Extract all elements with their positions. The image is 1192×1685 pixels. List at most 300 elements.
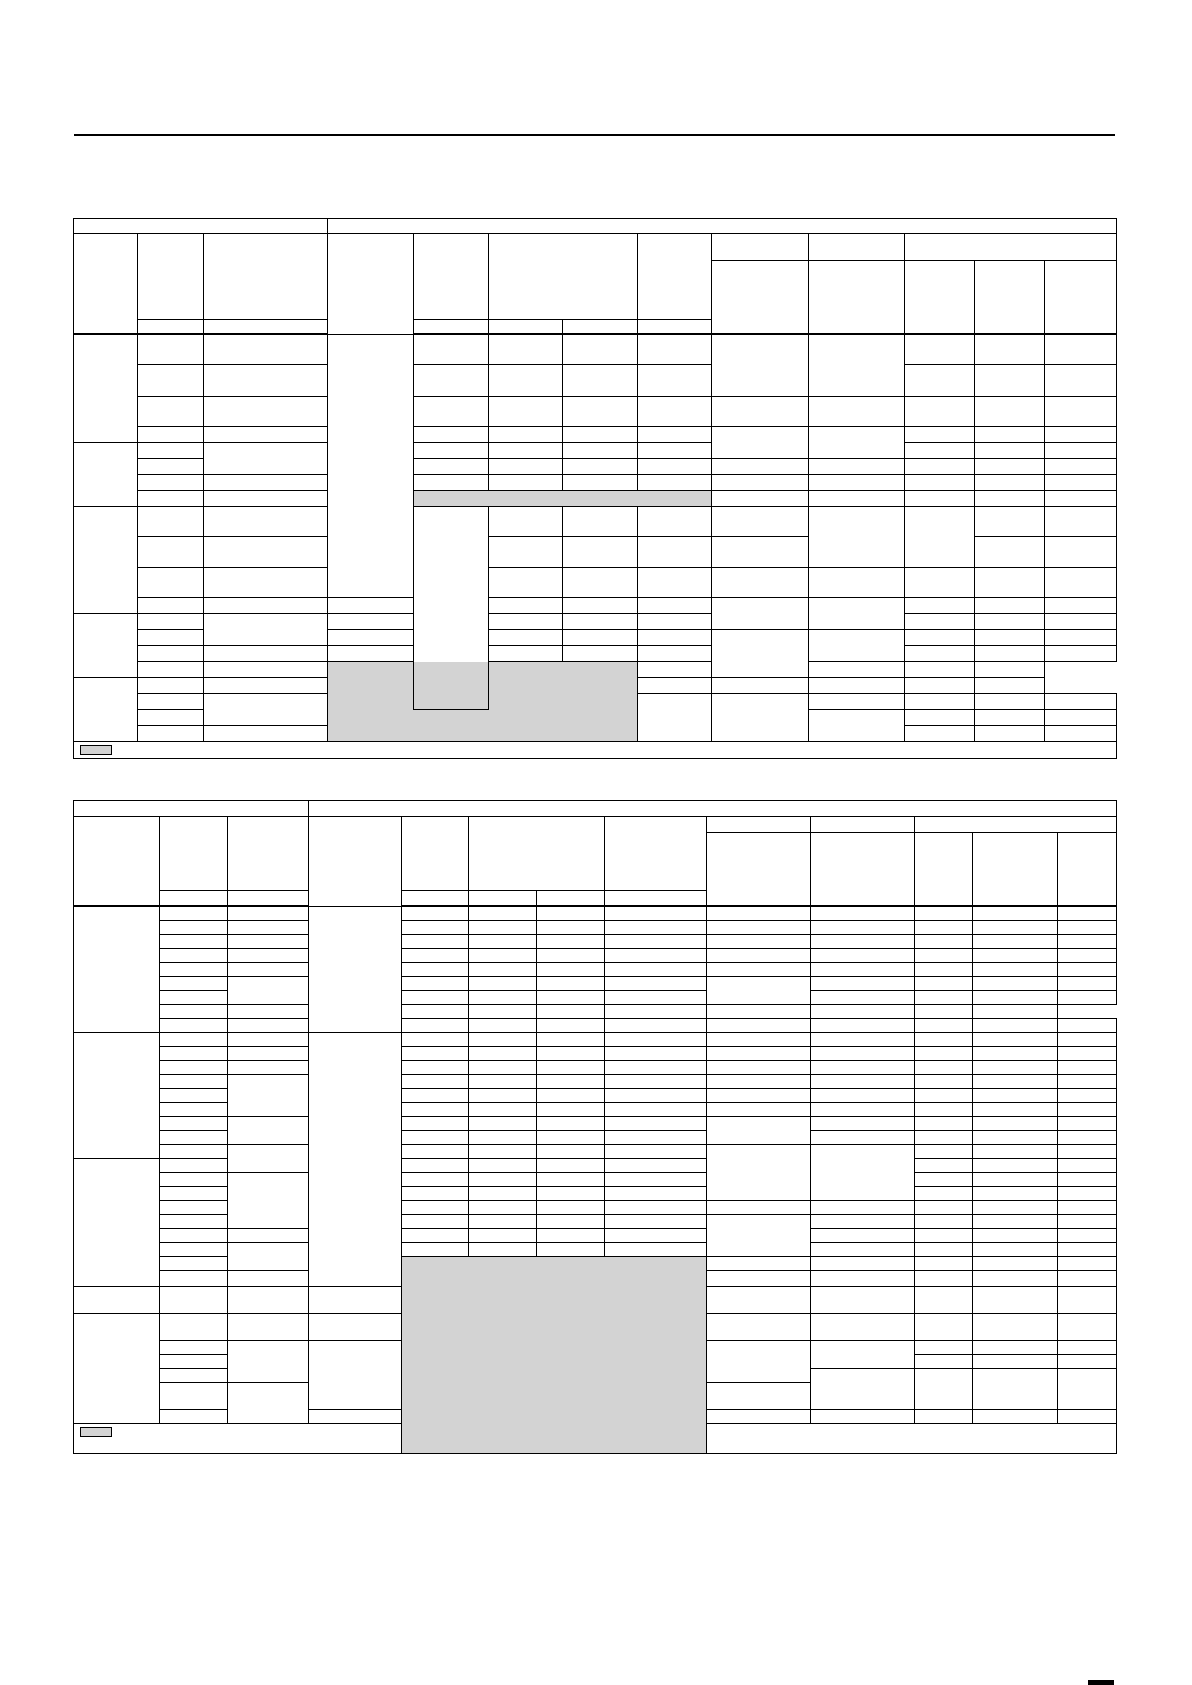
table-cell: [638, 507, 712, 537]
table-row: [74, 507, 1117, 537]
table-cell: [138, 726, 204, 742]
table-cell: [402, 1117, 469, 1131]
table-cell: [1045, 646, 1117, 662]
table-cell: [605, 977, 707, 991]
table-cell: [228, 1145, 309, 1173]
table-cell: [915, 991, 973, 1005]
table-row: [74, 907, 1117, 921]
table-cell: [973, 1215, 1058, 1229]
table-cell: [973, 1314, 1058, 1341]
table-cell: [537, 1243, 605, 1257]
table-cell: [138, 507, 204, 537]
table-cell: [811, 921, 915, 935]
table-cell: [915, 817, 1117, 833]
table-cell: [537, 1229, 605, 1243]
table-cell: [402, 1243, 469, 1257]
table-cell: [973, 921, 1058, 935]
table-cell: [469, 921, 537, 935]
table-cell: [138, 630, 204, 646]
table-cell: [811, 1369, 915, 1410]
table-cell: [809, 261, 905, 334]
table-cell: [204, 491, 328, 507]
table-cell: [563, 537, 638, 568]
table-cell: [915, 1410, 973, 1424]
table-cell: [638, 427, 712, 443]
table-cell: [975, 475, 1045, 491]
table-cell: [811, 1103, 915, 1117]
table-cell: [228, 1173, 309, 1229]
table-cell: [973, 1271, 1058, 1287]
table-cell: [1045, 694, 1117, 710]
table-cell: [915, 1369, 973, 1410]
table-cell: [537, 1075, 605, 1089]
table-cell: [905, 694, 975, 710]
table-cell: [905, 491, 975, 507]
table-cell: [402, 1033, 469, 1047]
table-cell: [138, 443, 204, 459]
table-cell: [469, 1117, 537, 1131]
table-cell: [160, 1229, 228, 1243]
table-cell: [469, 1173, 537, 1187]
table-cell: [811, 1047, 915, 1061]
table-cell: [1045, 491, 1117, 507]
table-cell: [414, 475, 489, 491]
table-cell: [811, 949, 915, 963]
table-row: [74, 1243, 1117, 1257]
table-cell: [414, 459, 489, 475]
table-cell: [905, 443, 975, 459]
table-cell: [228, 1075, 309, 1117]
table-cell: [414, 397, 489, 427]
table-cell: [160, 891, 228, 906]
table-cell: [707, 1201, 811, 1215]
table-cell: [138, 320, 204, 334]
table-cell: [973, 1005, 1058, 1019]
table-cell: [204, 365, 328, 397]
table-cell: [712, 335, 809, 397]
table-cell: [489, 507, 563, 537]
table-cell: [160, 1257, 228, 1271]
table-cell: [160, 1341, 228, 1355]
table-cell: [537, 1061, 605, 1075]
table-cell: [204, 568, 328, 598]
table-cell: [707, 963, 811, 977]
table-cell: [160, 1005, 228, 1019]
table-cell: [469, 1103, 537, 1117]
table-cell: [489, 568, 563, 598]
table-row: [74, 1173, 1117, 1187]
table-cell: [1045, 614, 1117, 630]
table-cell: [138, 646, 204, 662]
table-cell: [811, 1145, 915, 1201]
table-row: [74, 935, 1117, 949]
table-cell: [915, 963, 973, 977]
table-cell: [1058, 1145, 1117, 1159]
table-cell: [973, 1341, 1058, 1355]
table-cell: [402, 1159, 469, 1173]
table-cell: [605, 1033, 707, 1047]
table-cell: [489, 537, 563, 568]
table-cell: [1058, 1047, 1117, 1061]
table-cell: [469, 1075, 537, 1089]
table-cell: [1045, 537, 1117, 568]
table-cell: [160, 907, 228, 921]
table-cell: [915, 1089, 973, 1103]
table-cell: [905, 726, 975, 742]
table-cell: [402, 907, 469, 921]
table-cell: [309, 817, 402, 907]
table-cell: [1058, 1019, 1117, 1033]
table-cell: [915, 1287, 973, 1314]
table-cell: [160, 1187, 228, 1201]
table-cell: [204, 507, 328, 537]
table-cell: [402, 963, 469, 977]
table-cell: [809, 459, 905, 475]
table-cell: [975, 598, 1045, 614]
table-row: [74, 1117, 1117, 1131]
table-cell: [160, 1159, 228, 1173]
table-cell: [160, 1215, 228, 1229]
table-cell: [811, 1341, 915, 1369]
table-cell: [1058, 991, 1117, 1005]
table-cell: [712, 475, 809, 491]
table-cell: [1058, 1369, 1117, 1410]
table-cell: [402, 1075, 469, 1089]
table-row: [74, 397, 1117, 427]
table-cell: [469, 1089, 537, 1103]
table-cell: [402, 991, 469, 1005]
table-cell: [469, 1243, 537, 1257]
table-cell: [204, 427, 328, 443]
table-cell: [402, 935, 469, 949]
table-cell: [414, 320, 489, 334]
table-cell: [328, 219, 1117, 234]
table-cell: [1058, 1187, 1117, 1201]
table-cell: [809, 678, 905, 694]
table-cell: [228, 1033, 309, 1047]
table-cell: [138, 662, 204, 678]
table-cell: [973, 833, 1058, 906]
table-cell: [605, 1047, 707, 1061]
table-cell: [160, 921, 228, 935]
table-cell: [309, 1033, 402, 1287]
table-cell: [74, 443, 138, 507]
table-cell: [489, 646, 563, 662]
table-cell: [707, 1145, 811, 1201]
table-cell: [975, 459, 1045, 475]
table-cell: [160, 1047, 228, 1061]
table-cell: [905, 662, 975, 678]
table-cell: [638, 646, 712, 662]
table-cell: [915, 1131, 973, 1145]
table-cell: [469, 1229, 537, 1243]
table-cell: [811, 817, 915, 833]
table-cell: [1058, 1355, 1117, 1369]
table-cell: [489, 598, 563, 614]
table-cell: [469, 991, 537, 1005]
table-cell: [973, 907, 1058, 921]
table-cell: [973, 1047, 1058, 1061]
table-cell: [1058, 1061, 1117, 1075]
table-row: [74, 921, 1117, 935]
table-row: [74, 1061, 1117, 1075]
table-row: [74, 475, 1117, 491]
legend-note: [74, 1424, 1117, 1454]
table-row: [74, 1005, 1117, 1019]
table-cell: [228, 1271, 309, 1287]
table-cell: [975, 694, 1045, 710]
table-cell: [809, 710, 905, 742]
table-cell: [915, 1005, 973, 1019]
table-cell: [74, 335, 138, 443]
table-cell: [402, 1145, 469, 1159]
table-cell: [605, 891, 707, 906]
table-cell: [811, 977, 915, 991]
table-cell: [489, 630, 563, 646]
table-cell: [469, 1145, 537, 1159]
table-cell: [809, 568, 905, 598]
table-cell: [973, 935, 1058, 949]
table-cell: [905, 630, 975, 646]
table-cell: [469, 1131, 537, 1145]
table-cell: [905, 507, 975, 568]
table-cell: [638, 568, 712, 598]
table-cell: [811, 1271, 915, 1287]
table-cell: [905, 261, 975, 334]
table-cell: [204, 475, 328, 491]
shaded-cell: [328, 662, 638, 742]
table-cell: [469, 963, 537, 977]
table-cell: [605, 1215, 707, 1229]
table-cell: [915, 1355, 973, 1369]
table-cell: [973, 1355, 1058, 1369]
table-cell: [328, 335, 414, 598]
table-cell: [1058, 977, 1117, 991]
table-cell: [915, 1215, 973, 1229]
table-cell: [975, 397, 1045, 427]
table-cell: [537, 1103, 605, 1117]
table-cell: [228, 921, 309, 935]
table-cell: [605, 949, 707, 963]
table-cell: [915, 1341, 973, 1355]
table-cell: [1045, 710, 1117, 726]
table-cell: [1058, 949, 1117, 963]
table-cell: [605, 1103, 707, 1117]
table-cell: [160, 1075, 228, 1089]
table-cell: [1045, 630, 1117, 646]
table-cell: [973, 1145, 1058, 1159]
table-cell: [811, 1089, 915, 1103]
table-cell: [204, 335, 328, 365]
table-cell: [160, 977, 228, 991]
table-cell: [975, 630, 1045, 646]
table-cell: [973, 1243, 1058, 1257]
table-cell: [707, 1103, 811, 1117]
table-cell: [915, 1173, 973, 1187]
table-cell: [605, 1173, 707, 1187]
table-cell: [228, 1019, 309, 1033]
table-cell: [712, 694, 809, 742]
header-rule: [74, 134, 1115, 136]
table-cell: [809, 694, 905, 710]
table-cell: [605, 1075, 707, 1089]
table-cell: [469, 817, 605, 891]
table-cell: [138, 491, 204, 507]
table-cell: [605, 921, 707, 935]
table-cell: [811, 1005, 915, 1019]
table-cell: [973, 991, 1058, 1005]
table-cell: [638, 397, 712, 427]
table-cell: [811, 1314, 915, 1341]
table-cell: [809, 335, 905, 397]
table-cell: [638, 459, 712, 475]
table-cell: [563, 568, 638, 598]
table-cell: [160, 1145, 228, 1159]
table-cell: [1058, 1229, 1117, 1243]
table-cell: [973, 1201, 1058, 1215]
table-cell: [537, 1215, 605, 1229]
table-cell: [638, 678, 712, 694]
table-cell: [469, 1019, 537, 1033]
table-cell: [563, 646, 638, 662]
table-cell: [975, 443, 1045, 459]
table-cell: [811, 935, 915, 949]
table-cell: [537, 1005, 605, 1019]
table-cell: [707, 1287, 811, 1314]
table-cell: [537, 1173, 605, 1187]
table-cell: [328, 598, 414, 614]
table-cell: [1058, 833, 1117, 906]
table-cell: [1045, 427, 1117, 443]
table-cell: [707, 1117, 811, 1145]
table-row: [74, 1019, 1117, 1033]
table-cell: [975, 365, 1045, 397]
table-cell: [973, 1075, 1058, 1089]
table-cell: [638, 365, 712, 397]
table-cell: [160, 1131, 228, 1145]
table-2: [73, 800, 1117, 1454]
table-cell: [975, 537, 1045, 568]
table-cell: [638, 598, 712, 614]
table-cell: [402, 1215, 469, 1229]
table-cell: [809, 397, 905, 427]
table-row: [74, 614, 1117, 630]
table-cell: [328, 234, 414, 335]
table-cell: [905, 598, 975, 614]
table-cell: [809, 427, 905, 459]
table-cell: [160, 1271, 228, 1287]
table-cell: [537, 1159, 605, 1173]
table-cell: [638, 475, 712, 491]
table-cell: [160, 1089, 228, 1103]
table-cell: [915, 1243, 973, 1257]
table-cell: [469, 1201, 537, 1215]
table-cell: [160, 949, 228, 963]
table-cell: [469, 1047, 537, 1061]
table-cell: [811, 991, 915, 1005]
table-cell: [537, 1033, 605, 1047]
table-cell: [74, 1033, 160, 1159]
table-1: [73, 218, 1117, 759]
table-cell: [1045, 365, 1117, 397]
table-cell: [707, 1410, 811, 1424]
table-cell: [811, 833, 915, 906]
table-cell: [638, 630, 712, 646]
table-cell: [975, 507, 1045, 537]
table-cell: [707, 1215, 811, 1257]
table-cell: [707, 1341, 811, 1383]
table-cell: [138, 397, 204, 427]
table-cell: [309, 801, 1117, 817]
table-cell: [712, 459, 809, 475]
table-cell: [707, 817, 811, 833]
table-cell: [563, 459, 638, 475]
table-cell: [74, 507, 138, 614]
table-cell: [707, 977, 811, 1005]
table-cell: [973, 1131, 1058, 1145]
table-row: [74, 977, 1117, 991]
table-cell: [605, 1145, 707, 1159]
table-cell: [707, 1314, 811, 1341]
table-cell: [707, 1047, 811, 1061]
table-cell: [537, 1131, 605, 1145]
table-cell: [905, 614, 975, 630]
table-cell: [973, 949, 1058, 963]
table-cell: [414, 443, 489, 459]
table-row: [74, 598, 1117, 614]
table-cell: [138, 614, 204, 630]
table-cell: [489, 397, 563, 427]
table-cell: [537, 1117, 605, 1131]
table-cell: [537, 963, 605, 977]
table-cell: [605, 907, 707, 921]
table-cell: [309, 1410, 402, 1424]
table-cell: [809, 234, 905, 261]
table-cell: [563, 614, 638, 630]
table-cell: [204, 614, 328, 646]
table-cell: [811, 1019, 915, 1033]
table-row: [74, 949, 1117, 963]
table-cell: [228, 1047, 309, 1061]
table-cell: [915, 1145, 973, 1159]
table-cell: [605, 1159, 707, 1173]
table-cell: [915, 1033, 973, 1047]
table-cell: [402, 1229, 469, 1243]
table-cell: [707, 1075, 811, 1089]
table-cell: [915, 921, 973, 935]
table-cell: [605, 1005, 707, 1019]
table-cell: [915, 1201, 973, 1215]
table-cell: [605, 1229, 707, 1243]
table-cell: [489, 459, 563, 475]
table-row: [74, 1424, 1117, 1454]
table-cell: [328, 646, 414, 662]
table-cell: [74, 234, 138, 334]
table-cell: [489, 475, 563, 491]
table-cell: [605, 817, 707, 891]
table-cell: [204, 397, 328, 427]
table-cell: [915, 1103, 973, 1117]
table-cell: [138, 427, 204, 443]
table-cell: [638, 320, 712, 334]
table-cell: [138, 710, 204, 726]
table-cell: [915, 949, 973, 963]
table-cell: [74, 907, 160, 1033]
table-cell: [160, 1243, 228, 1257]
table-cell: [469, 1005, 537, 1019]
table-cell: [563, 320, 638, 334]
table-cell: [638, 662, 712, 678]
